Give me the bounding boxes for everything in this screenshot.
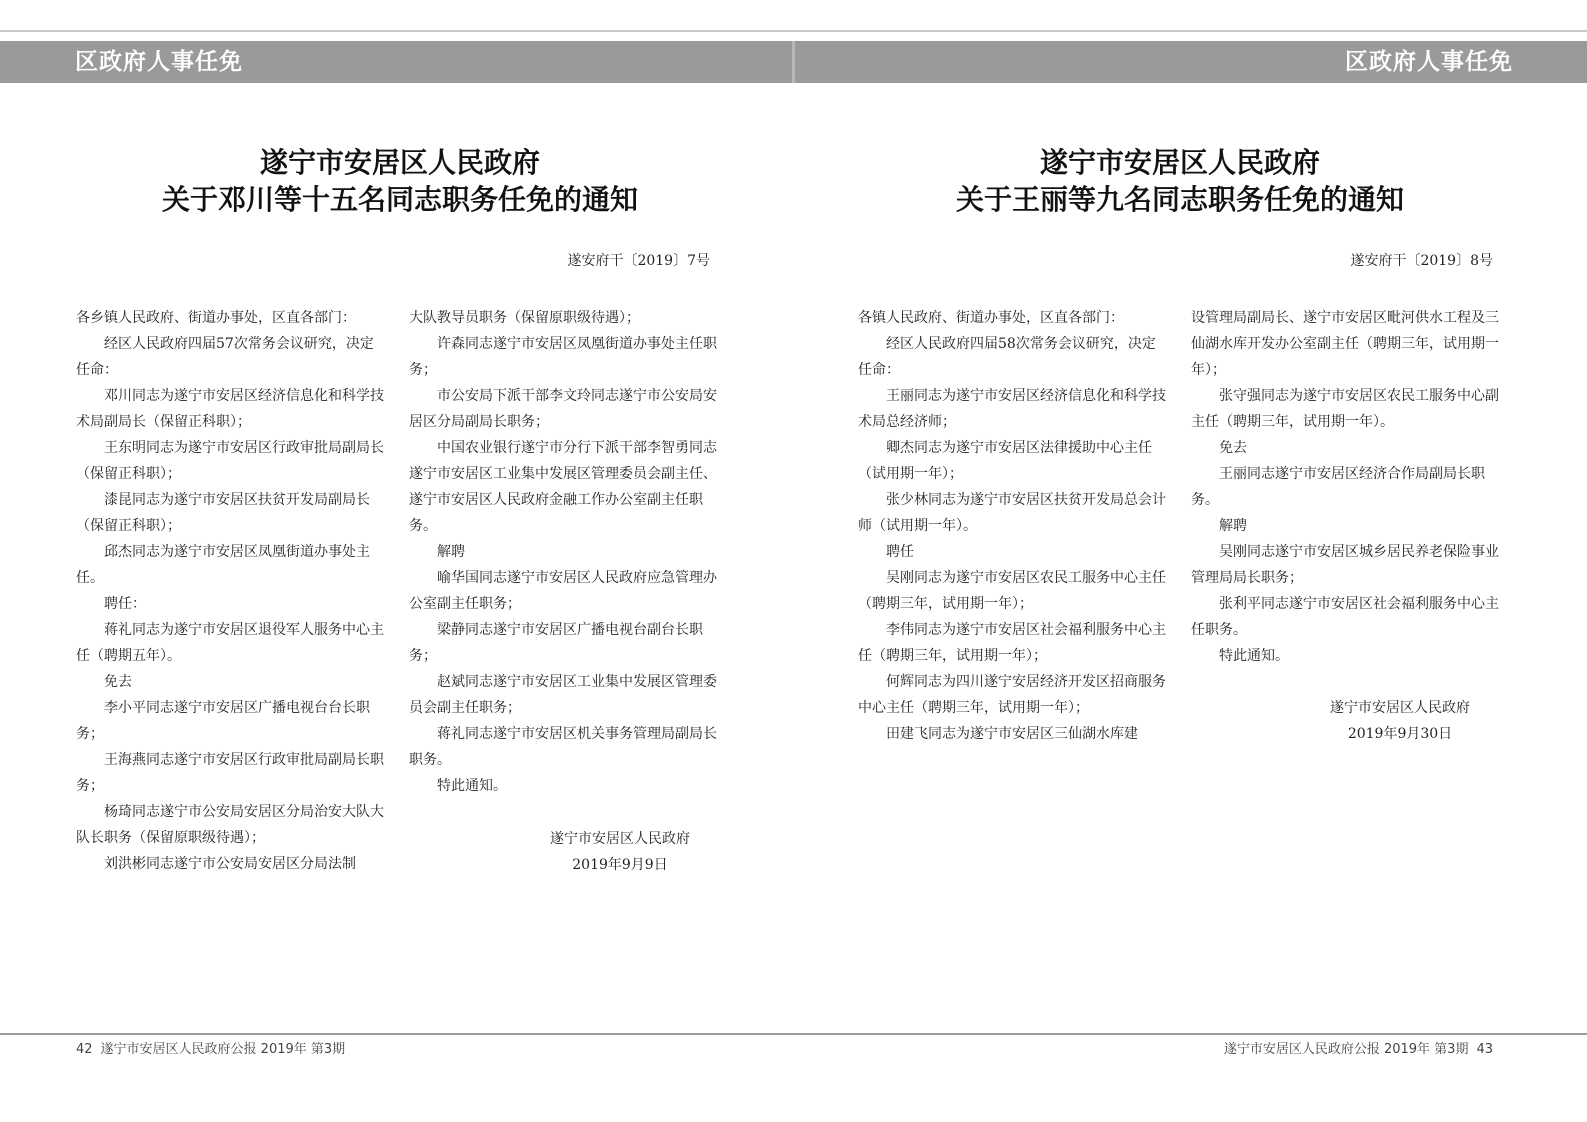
right-page-number: 43: [1476, 1042, 1493, 1057]
paragraph: 许森同志遂宁市安居区凤凰街道办事处主任职务；: [409, 336, 717, 378]
paragraph: 卿杰同志为遂宁市安居区法律援助中心主任（试用期一年）；: [858, 440, 1152, 482]
paragraph: 邱杰同志为遂宁市安居区凤凰街道办事处主任。: [76, 544, 370, 586]
section-label-left: 区政府人事任免: [75, 49, 243, 75]
right-notice-column-1: [858, 305, 1166, 747]
section-heading: 聘任: [886, 544, 914, 560]
header-gutter: [792, 41, 795, 83]
closing: 特此通知。: [1219, 648, 1289, 664]
left-title-line2: 关于邓川等十五名同志职务任免的通知: [161, 183, 638, 216]
paragraph: 吴刚同志为遂宁市安居区农民工服务中心主任（聘期三年，试用期一年）；: [858, 570, 1166, 612]
paragraph: 吴刚同志遂宁市安居区城乡居民养老保险事业管理局局长职务；: [1191, 544, 1499, 586]
left-signer: 遂宁市安居区人民政府: [550, 831, 690, 847]
left-notice-title: [90, 144, 710, 218]
left-title-line1: 遂宁市安居区人民政府: [259, 146, 540, 179]
right-date: 2019年9月30日: [1347, 726, 1453, 742]
right-title-line1: 遂宁市安居区人民政府: [1039, 146, 1320, 179]
salutation: 各乡镇人民政府、街道办事处，区直各部门：: [76, 310, 356, 326]
right-title-line2: 关于王丽等九名同志职务任免的通知: [955, 183, 1404, 216]
paragraph: 李伟同志为遂宁市安居区社会福利服务中心主任（聘期三年，试用期一年）；: [858, 622, 1166, 664]
paragraph: 王丽同志遂宁市安居区经济合作局副局长职务。: [1191, 466, 1485, 508]
paragraph: 田建飞同志为遂宁市安居区三仙湖水库建: [886, 726, 1138, 742]
paragraph: 蒋礼同志为遂宁市安居区退役军人服务中心主任（聘期五年）。: [76, 622, 384, 664]
section-heading: 解聘: [437, 544, 465, 560]
paragraph-continued: 大队教导员职务（保留原职级待遇）；: [409, 310, 640, 326]
paragraph: 张利平同志遂宁市安居区社会福利服务中心主任职务。: [1191, 596, 1499, 638]
right-footer: [1224, 1040, 1493, 1060]
paragraph: 杨琦同志遂宁市公安局安居区分局治安大队大队长职务（保留原职级待遇）；: [76, 804, 384, 846]
section-heading: 解聘: [1219, 518, 1247, 534]
top-rule: [0, 30, 1587, 32]
paragraph: 王海燕同志遂宁市安居区行政审批局副局长职务；: [76, 752, 384, 794]
paragraph: 王东明同志为遂宁市安居区行政审批局副局长（保留正科职）；: [76, 440, 384, 482]
right-signature-block: [1300, 695, 1500, 747]
paragraph-continued: 设管理局副局长、遂宁市安居区毗河供水工程及三仙湖水库开发办公室副主任（聘期三年，试用期一年）；: [1191, 310, 1499, 378]
left-signature-block: [520, 826, 720, 878]
paragraph: 经区人民政府四届57次常务会议研究，决定任命：: [76, 336, 374, 378]
paragraph: 经区人民政府四届58次常务会议研究，决定任命：: [858, 336, 1156, 378]
section-label-right: 区政府人事任免: [1345, 49, 1513, 75]
paragraph: 赵斌同志遂宁市安居区工业集中发展区管理委员会副主任职务；: [409, 674, 717, 716]
left-notice-column-2: [409, 305, 717, 799]
left-footer: [76, 1040, 345, 1060]
left-page-number: 42: [76, 1042, 93, 1057]
paragraph: 梁静同志遂宁市安居区广播电视台副台长职务；: [409, 622, 703, 664]
paragraph: 蒋礼同志遂宁市安居区机关事务管理局副局长职务。: [409, 726, 717, 768]
closing: 特此通知。: [437, 778, 507, 794]
paragraph: 邓川同志为遂宁市安居区经济信息化和科学技术局副局长（保留正科职）；: [76, 388, 384, 430]
right-document-number: 遂安府干〔2019〕8号: [1350, 253, 1493, 269]
paragraph: 漆昆同志为遂宁市安居区扶贫开发局副局长（保留正科职）；: [76, 492, 370, 534]
paragraph: 中国农业银行遂宁市分行下派干部李智勇同志遂宁市安居区工业集中发展区管理委员会副主任、遂宁市安居区人民政府金融工作办公室副主任职务。: [409, 440, 717, 534]
bottom-rule: [0, 1033, 1587, 1035]
paragraph: 张少林同志为遂宁市安居区扶贫开发局总会计师（试用期一年）。: [858, 492, 1166, 534]
right-notice-title: [870, 144, 1490, 218]
left-date: 2019年9月9日: [572, 857, 668, 873]
right-notice-column-2: [1191, 305, 1499, 669]
paragraph: 喻华国同志遂宁市安居区人民政府应急管理办公室副主任职务；: [409, 570, 717, 612]
paragraph: 王丽同志为遂宁市安居区经济信息化和科学技术局总经济师；: [858, 388, 1166, 430]
section-heading: 免去: [1219, 440, 1247, 456]
paragraph: 张守强同志为遂宁市安居区农民工服务中心副主任（聘期三年，试用期一年）。: [1191, 388, 1499, 430]
right-signer: 遂宁市安居区人民政府: [1330, 700, 1470, 716]
salutation: 各镇人民政府、街道办事处，区直各部门：: [858, 310, 1124, 326]
section-heading: 免去: [104, 674, 132, 690]
left-footer-text: 遂宁市安居区人民政府公报 2019年 第3期: [100, 1042, 346, 1057]
paragraph: 李小平同志遂宁市安居区广播电视台台长职务；: [76, 700, 370, 742]
paragraph: 市公安局下派干部李文玲同志遂宁市公安局安居区分局副局长职务；: [409, 388, 717, 430]
section-heading: 聘任：: [104, 596, 146, 612]
paragraph: 刘洪彬同志遂宁市公安局安居区分局法制: [104, 856, 356, 872]
right-footer-text: 遂宁市安居区人民政府公报 2019年 第3期: [1223, 1042, 1469, 1057]
left-notice-column-1: [76, 305, 384, 877]
left-document-number: 遂安府干〔2019〕7号: [567, 253, 710, 269]
paragraph: 何辉同志为四川遂宁安居经济开发区招商服务中心主任（聘期三年，试用期一年）；: [858, 674, 1166, 716]
